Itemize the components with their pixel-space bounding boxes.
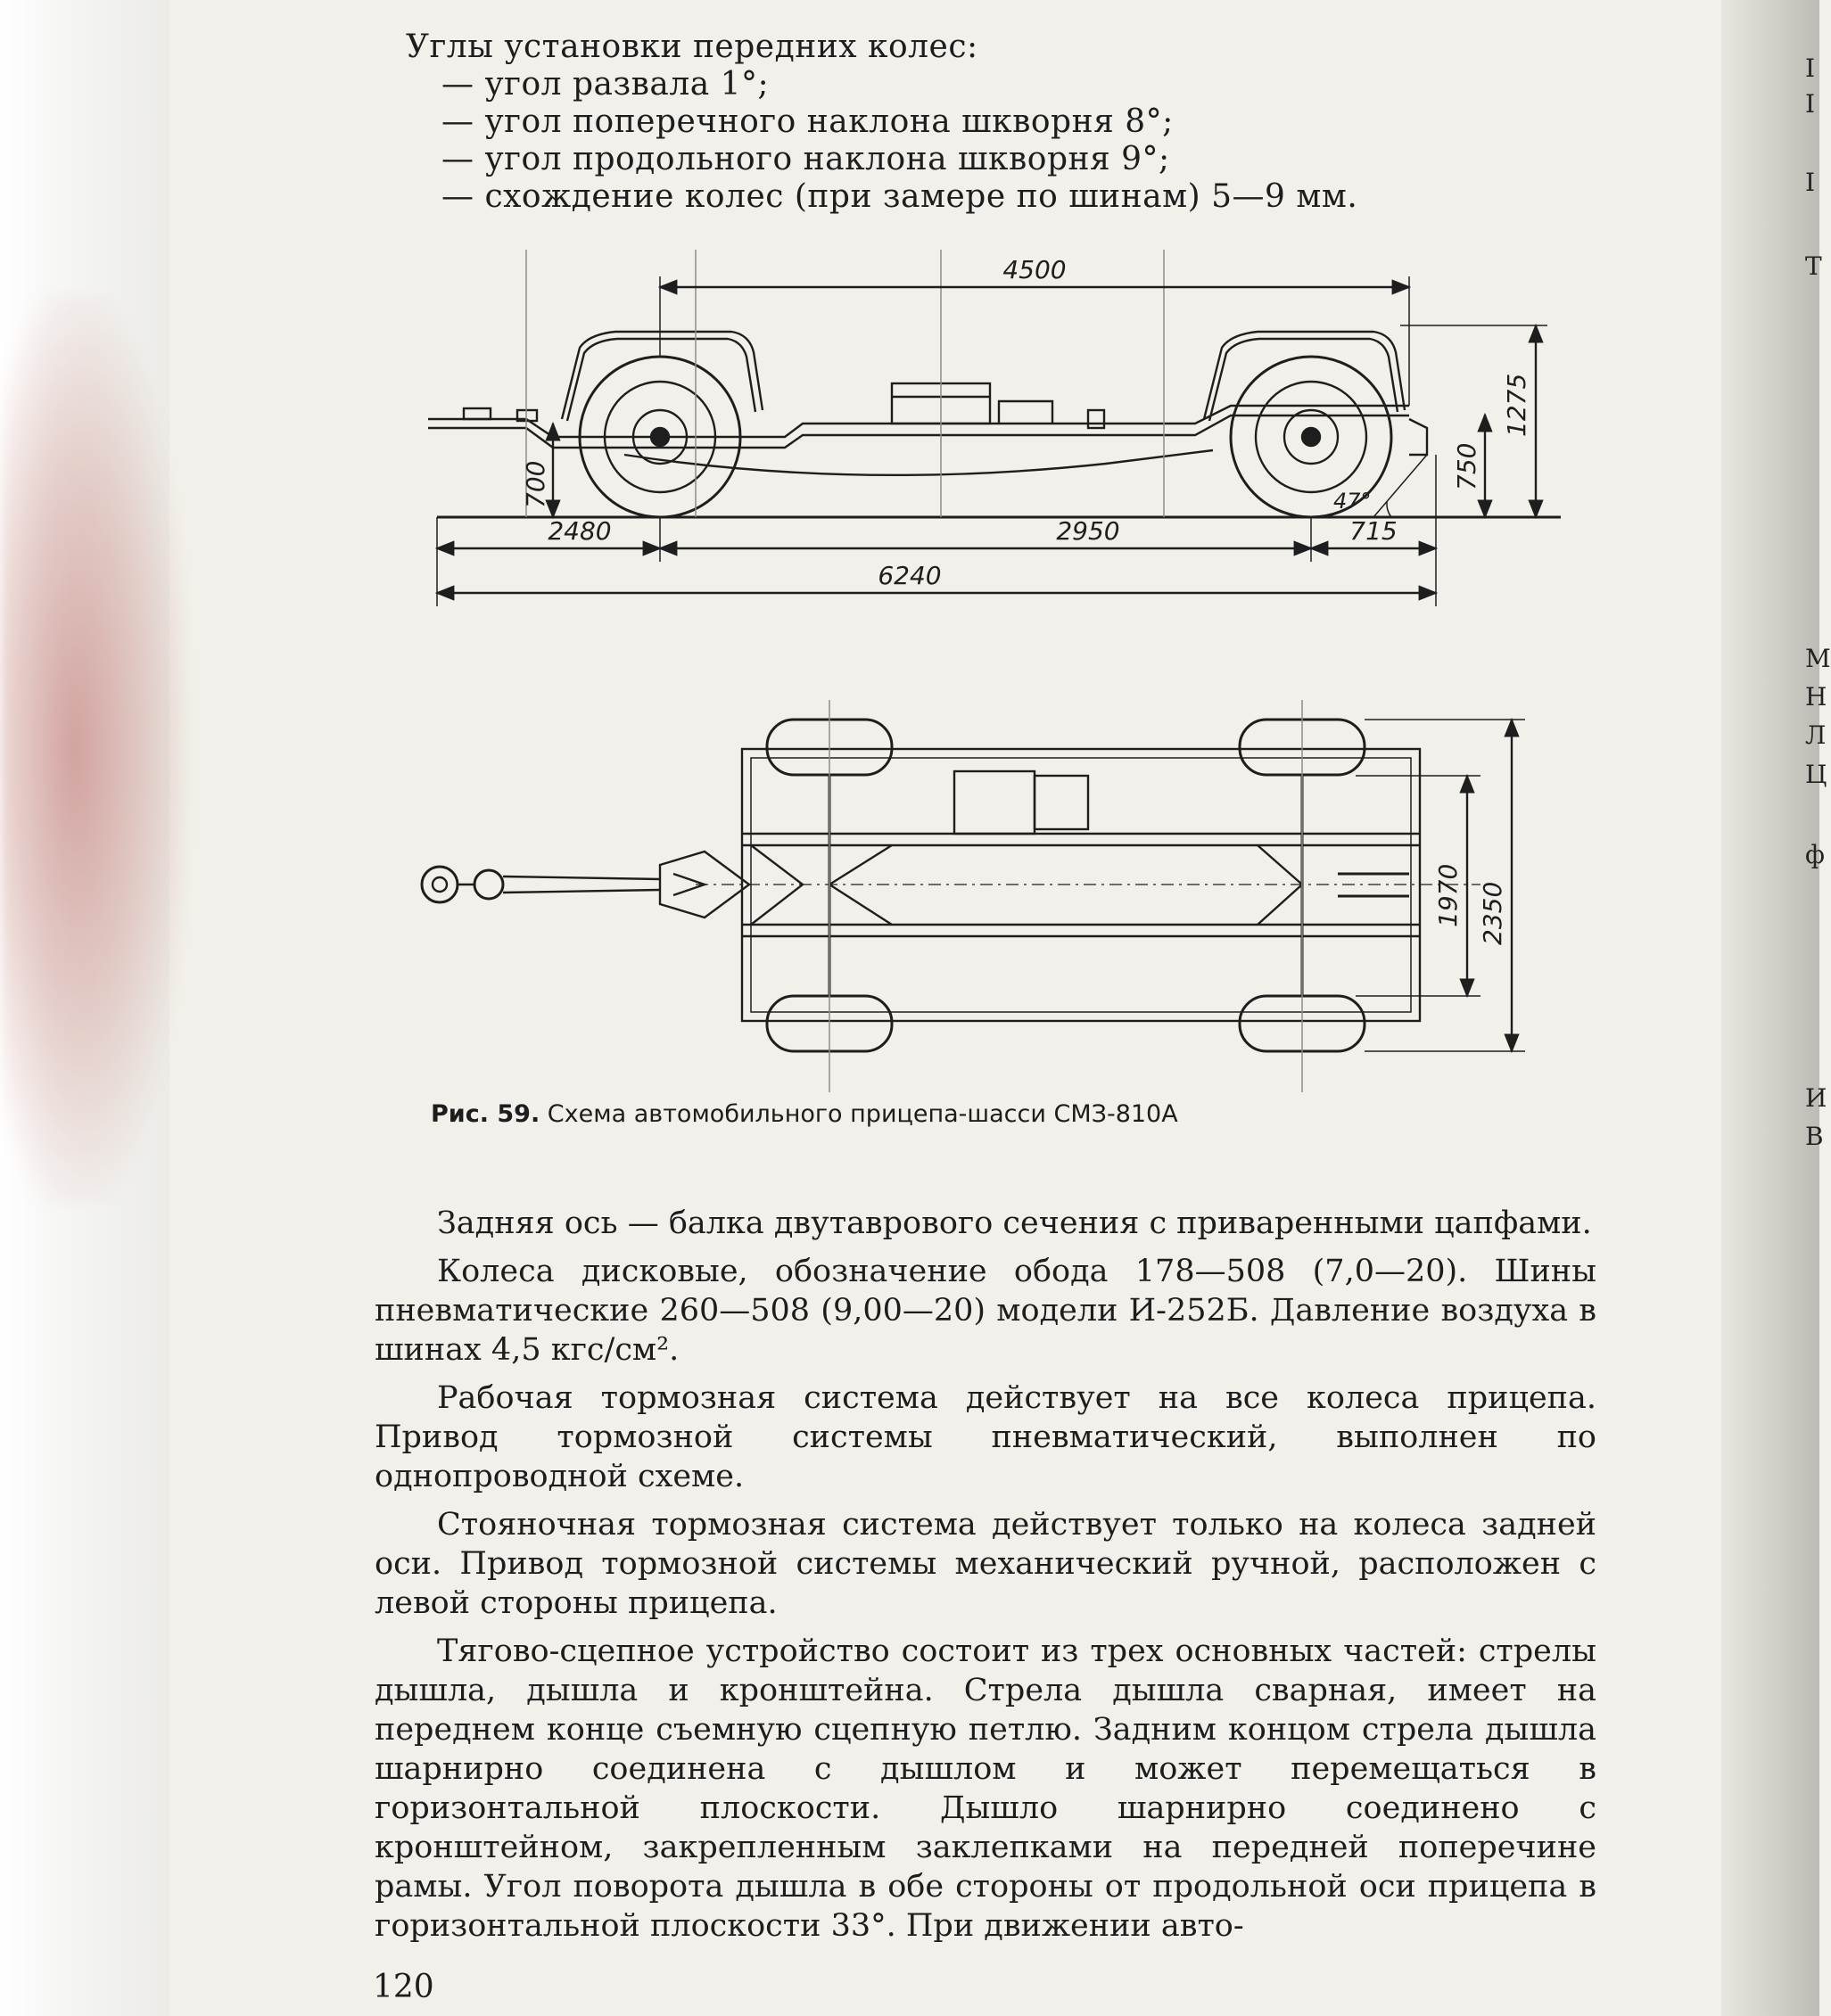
- spine-letter: I: [1805, 53, 1816, 83]
- paragraph: Рабочая тормозная система действует на все колеса прицепа. Привод тормозной системы пневматический, выполнен по однопроводной схеме.: [375, 1380, 1596, 1494]
- dim-label-4500: 4500: [1002, 255, 1067, 284]
- spine-letter: В: [1805, 1122, 1824, 1151]
- departure-angle-line: [1373, 455, 1427, 517]
- adjacent-page-letters: [1805, 0, 1831, 2016]
- hitch-detail: [464, 408, 491, 419]
- paragraph: Тягово-сцепное устройство состоит из трех основных частей: стрелы дышла, дышла и кронштейна. Стрела дышла сварная, имеет на переднем конце съемную сцепную петлю. Задним концом стрела дышла шарнирно соединена с дышлом и может перемещаться в горизонтальной плоскости. Дышло шарнирно соединено с кронштейном, закрепленным заклепками на передней поперечине рамы. Угол поворота дышла в обе стороны от продольной оси прицепа в горизонтальной плоскости 33°. При движении авто-: [375, 1633, 1596, 1944]
- figure-caption: [431, 1100, 1178, 1128]
- dim-label-1275: 1275: [1502, 373, 1531, 437]
- dim-label-angle: 47°: [1333, 489, 1372, 514]
- trailer-chassis-diagram: [410, 250, 1605, 1123]
- spine-letter: T: [1805, 251, 1822, 281]
- spine-letter: ф: [1805, 840, 1825, 869]
- spine-letter: I: [1805, 168, 1816, 197]
- dim-label-750: 750: [1452, 442, 1481, 490]
- top-view: [422, 700, 1525, 1092]
- paragraph: Колеса дисковые, обозначение обода 178—508 (7,0—20). Шины пневматические 260—508 (9,00—20) модели И-252Б. Давление воздуха в шинах 4,5 кгс/см².: [375, 1254, 1596, 1368]
- towing-eye: [422, 867, 458, 902]
- alignment-item: — угол развала 1°;: [441, 66, 770, 103]
- spine-letter: M: [1805, 644, 1831, 673]
- alignment-list: [406, 29, 1357, 216]
- dim-label-700: 700: [521, 460, 550, 508]
- rear-bumper: [1409, 419, 1427, 455]
- dim-label-2480: 2480: [548, 516, 612, 546]
- spine-letter: I: [1805, 89, 1816, 119]
- figure-caption-text: Схема автомобильного прицепа-шасси СМЗ-810А: [547, 1100, 1178, 1128]
- figure-caption-label: Рис. 59.: [431, 1100, 540, 1128]
- dim-label-2350: 2350: [1478, 881, 1507, 945]
- dim-label-715: 715: [1349, 516, 1398, 546]
- alignment-item: — угол поперечного наклона шкворня 8°;: [441, 103, 1174, 140]
- paragraph: Стояночная тормозная система действует только на колеса задней оси. Привод тормозной системы механический ручной, расположен с левой стороны прицепа.: [375, 1507, 1596, 1621]
- toolbox-top: [954, 771, 1035, 834]
- alignment-item: — угол продольного наклона шкворня 9°;: [441, 141, 1170, 177]
- dim-label-1970: 1970: [1433, 863, 1463, 927]
- dim-label-6240: 6240: [878, 561, 942, 590]
- spine-letter: H: [1805, 682, 1827, 712]
- page-number: 120: [373, 1969, 434, 2005]
- spine-letter: Ц: [1805, 760, 1827, 789]
- alignment-item: — схождение колес (при замере по шинам) 5—9 мм.: [441, 178, 1358, 215]
- spine-letter: И: [1805, 1083, 1827, 1113]
- side-view: [428, 250, 1561, 606]
- paragraph: Задняя ось — балка двутаврового сечения с приваренными цапфами.: [437, 1205, 1592, 1241]
- dim-label-2950: 2950: [1056, 516, 1120, 546]
- alignment-heading: Углы установки передних колес:: [406, 29, 978, 65]
- body-text: [375, 1204, 1596, 1954]
- finger-blur: [0, 294, 187, 1204]
- spine-letter: Л: [1805, 720, 1827, 750]
